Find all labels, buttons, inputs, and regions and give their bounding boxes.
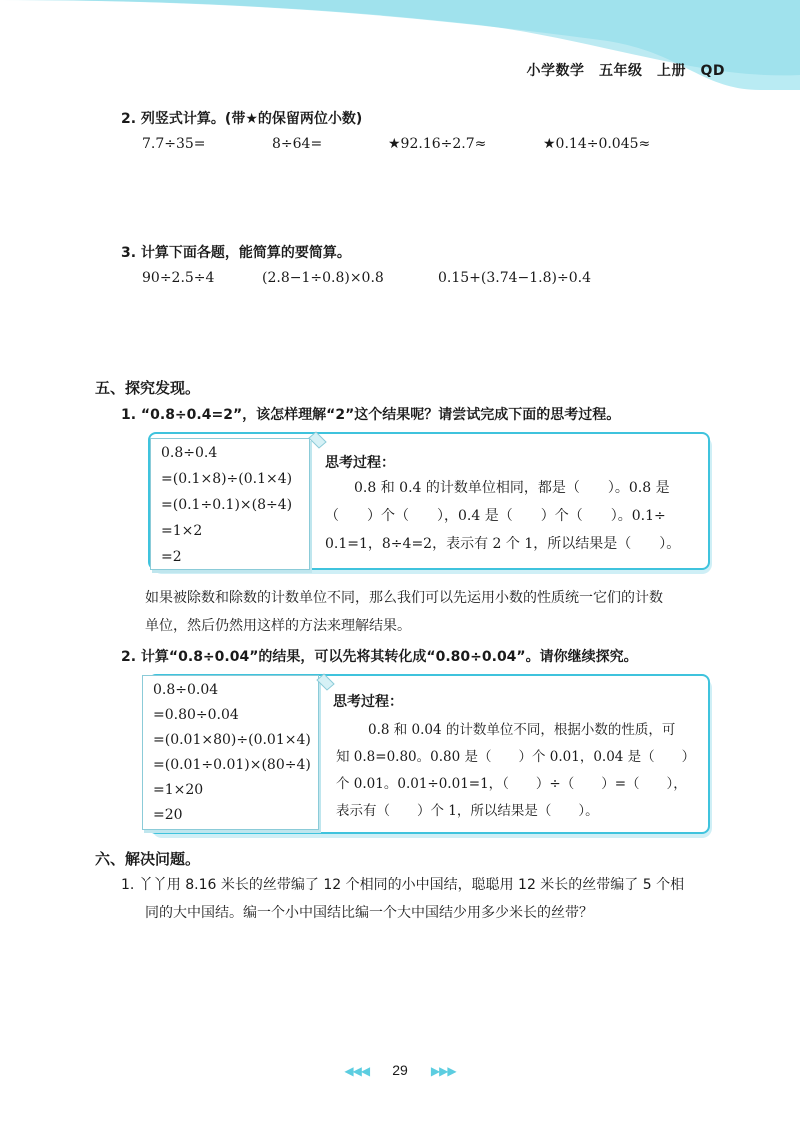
panel1-step-3: =(0.1÷0.1)×(8÷4) — [161, 497, 293, 513]
panel2-think-title: 思考过程： — [333, 694, 403, 710]
q3-title: 3. 计算下面各题，能简算的要简算。 — [121, 245, 351, 261]
panel1-step-2: =(0.1×8)÷(0.1×4) — [161, 471, 293, 487]
panel1-think-line-3: 0.1=1，8÷4=2，表示有 2 个 1，所以结果是（ ）。 — [325, 536, 681, 552]
next-arrows-icon: ▶▶▶ — [430, 1064, 456, 1078]
panel1-think-title: 思考过程： — [325, 455, 395, 471]
header-title: 小学数学 五年级 上册 QD — [526, 63, 725, 79]
panel2-think-line-3: 个 0.01。0.01÷0.01=1，（ ）÷（ ）=（ ）， — [336, 776, 687, 792]
q3-problem-2: (2.8−1÷0.8)×0.8 — [262, 270, 384, 286]
panel2-step-2: =0.80÷0.04 — [153, 707, 239, 723]
panel2-think-line-2: 知 0.8=0.80。0.80 是（ ）个 0.01，0.04 是（ ） — [336, 749, 696, 765]
section5-after-line-1: 如果被除数和除数的计数单位不同，那么我们可以先运用小数的性质统一它们的计数 — [145, 590, 663, 606]
panel1-step-5: =2 — [161, 549, 182, 565]
panel2-step-1: 0.8÷0.04 — [153, 682, 219, 698]
q2-problem-4: ★0.14÷0.045≈ — [543, 136, 651, 152]
q2-title: 2. 列竖式计算。(带★的保留两位小数) — [121, 111, 363, 127]
q2-problem-2: 8÷64= — [272, 136, 323, 152]
section6-title: 六、解决问题。 — [95, 850, 201, 868]
section5-title: 五、探究发现。 — [95, 379, 201, 397]
tape-icon — [306, 430, 328, 452]
panel2-step-3: =(0.01×80)÷(0.01×4) — [153, 732, 311, 748]
section6-p1-line-1: 1. 丫丫用 8.16 米长的丝带编了 12 个相同的小中国结，聪聪用 12 米长的丝带编了 5 个相 — [121, 877, 685, 893]
q2-problem-1: 7.7÷35= — [142, 136, 206, 152]
q3-problem-3: 0.15+(3.74−1.8)÷0.4 — [438, 270, 591, 286]
panel2-step-5: =1×20 — [153, 782, 204, 798]
panel1-steps-note — [150, 438, 310, 570]
q2-problem-3: ★92.16÷2.7≈ — [388, 136, 487, 152]
prev-arrows-icon: ◀◀◀ — [344, 1064, 370, 1078]
panel1-step-1: 0.8÷0.4 — [161, 445, 218, 461]
section5-p2-title: 2. 计算“0.8÷0.04”的结果，可以先将其转化成“0.80÷0.04”。请你继续探究。 — [121, 649, 638, 665]
panel2-steps-note — [142, 675, 319, 830]
panel2-think-line-4: 表示有（ ）个 1，所以结果是（ ）。 — [336, 803, 599, 819]
q3-problem-1: 90÷2.5÷4 — [142, 270, 215, 286]
panel2-step-4: =(0.01÷0.01)×(80÷4) — [153, 757, 311, 773]
section6-p1-line-2: 同的大中国结。编一个小中国结比编一个大中国结少用多少米长的丝带？ — [145, 905, 593, 921]
panel2-think-line-1: 0.8 和 0.04 的计数单位不同，根据小数的性质，可 — [368, 722, 676, 738]
section5-after-line-2: 单位，然后仍然用这样的方法来理解结果。 — [145, 618, 411, 634]
footer-nav — [0, 1060, 800, 1079]
panel1-think-line-1: 0.8 和 0.4 的计数单位相同，都是（ ）。0.8 是 — [354, 480, 670, 496]
panel1-step-4: =1×2 — [161, 523, 203, 539]
panel1-think-line-2: （ ）个（ ），0.4 是（ ）个（ ）。0.1÷ — [325, 508, 666, 524]
panel2-step-6: =20 — [153, 807, 183, 823]
page-number: 29 — [392, 1062, 408, 1078]
section5-p1-title: 1. “0.8÷0.4=2”，该怎样理解“2”这个结果呢？请尝试完成下面的思考过程。 — [121, 407, 621, 423]
